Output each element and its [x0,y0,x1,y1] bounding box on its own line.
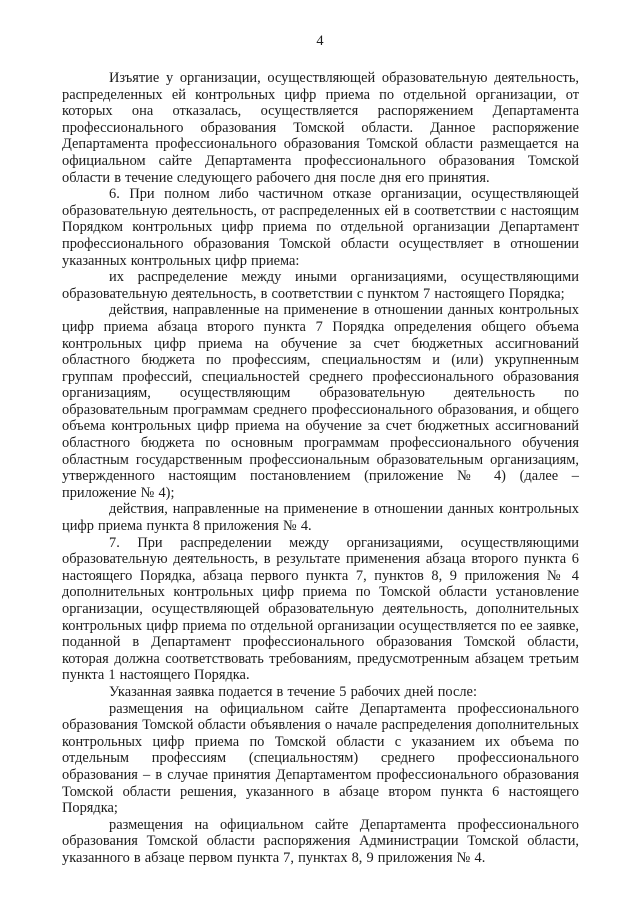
page-number: 4 [316,33,324,49]
subparagraph-actions-point-7: действия, направленные на применение в отношении данных контрольных цифр приема абзаца второго пункта 7 Порядка определения общего объема контрольных цифр приема на обучение за счет бюджетных ассигнований областного бюджета по профессиям, специальностям и (или) укрупненным группам профессий, специальностей среднего профессионального образования организациям, осуществляющим образовательную деятельность по образовательным программам среднего профессионального образования, и общего объема контрольных цифр приема на обучение за счет бюджетных ассигнований областного бюджета по основным программам профессионального обучения областным государственным профессиональным образовательным организациям, утвержденного настоящим постановлением (приложение № 4) (далее – приложение № 4); [62,302,579,501]
subparagraph-directive-placement: размещения на официальном сайте Департамента профессионального образования Томской области распоряжения Администрации Томской области, указанного в абзаце первом пункта 7, пунктах 8, 9 приложения № 4. [62,816,579,866]
subparagraph-actions-point-8: действия, направленные на применение в отношении данных контрольных цифр приема пункта 8 приложения № 4. [62,501,579,535]
subparagraph-redistribution: их распределение между иными организациями, осуществляющими образовательную деятельность, в соответствии с пунктом 7 настоящего Порядка; [62,269,579,302]
paragraph-application-deadline: Указанная заявка подается в течение 5 рабочих дней после: [109,683,477,700]
document-body [62,70,579,867]
paragraph-seizure-clause: Изъятие у организации, осуществляющей образовательную деятельность, распределенных ей контрольных цифр приема по отдельной организации, от которых она отказалась, осуществляется распоряжением Департамента профессионального образования Томской области. Данное распоряжение Департамента профессионального образования Томской области размещается на официальном сайте Департамента профессионального образования Томской области в течение следующего рабочего дня после дня его принятия. [62,70,579,186]
subparagraph-announcement-placement: размещения на официальном сайте Департамента профессионального образования Томской области объявления о начале распределения дополнительных контрольных цифр приема по Томской области с указанием их объема по отдельным профессиям (специальностям) среднего профессионального образования – в случае принятия Департаментом профессионального образования Томской области решения, указанного в абзаце втором пункта 6 настоящего Порядка; [62,700,579,817]
paragraph-point-7: 7. При распределении между организациями, осуществляющими образовательную деятельность, в результате применения абзаца второго пункта 6 настоящего Порядка, абзаца первого пункта 7, пунктов 8, 9 приложения № 4 дополнительных контрольных цифр приема по Томской области установление организации, осуществляющей образовательную деятельность, дополнительных контрольных цифр приема по отдельной организации осуществляется по ее заявке, поданной в Департамент профессионального образования Томской области, которая должна соответствовать требованиям, предусмотренным абзацем третьим пункта 1 настоящего Порядка. [62,534,579,684]
paragraph-point-6: 6. При полном либо частичном отказе организации, осуществляющей образовательную деятельность, от распределенных ей в соответствии с настоящим Порядком контрольных цифр приема по отдельной организации Департамент профессионального образования Томской области осуществляет в отношении указанных контрольных цифр приема: [62,186,579,269]
